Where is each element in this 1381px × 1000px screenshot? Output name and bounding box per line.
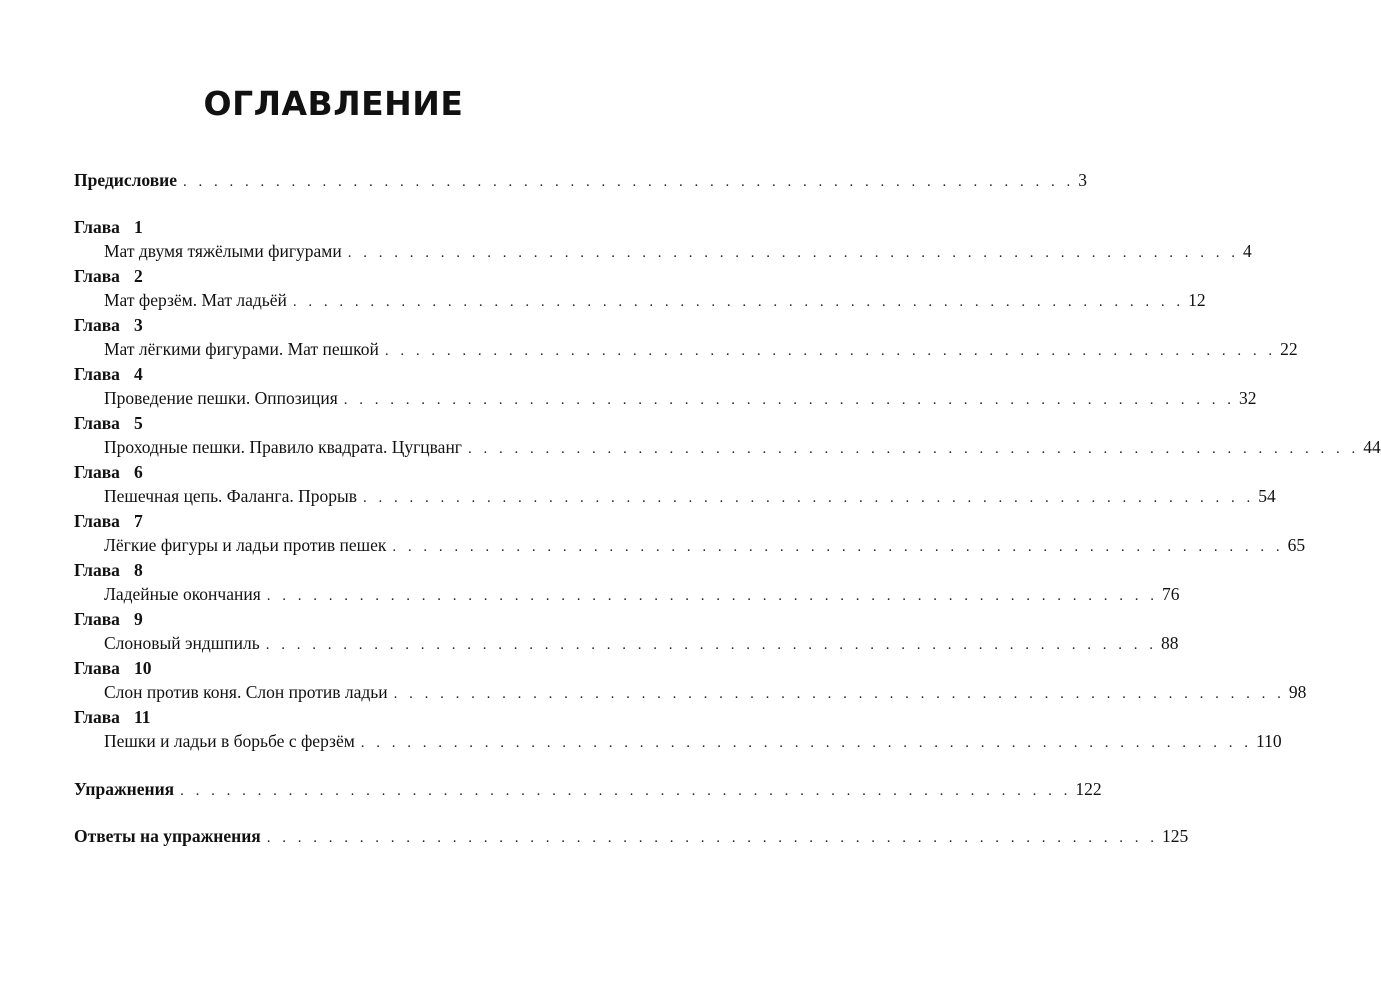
- toc-page-number: 98: [1288, 682, 1307, 702]
- chapter-word: Глава: [74, 412, 120, 433]
- chapter-heading: [74, 411, 586, 436]
- chapter-heading: [74, 460, 586, 485]
- toc-entry-label: Упражнения: [74, 778, 175, 799]
- leader-dots: . . . . . . . . . . . . . . . . . . . . . . . . . . . . . . . . . . . . . . . . . . . . . . . . . . . . . . . . . .: [266, 830, 1159, 846]
- toc-page-number: 44: [1363, 437, 1381, 457]
- leader-dots: . . . . . . . . . . . . . . . . . . . . . . . . . . . . . . . . . . . . . . . . . . . . . . . . . . . . . . . . . .: [265, 637, 1157, 653]
- toc-entry-answers[interactable]: [74, 824, 1189, 849]
- chapter-heading: [74, 656, 586, 681]
- chapter-word: Глава: [74, 314, 120, 335]
- toc-page-number: 22: [1280, 339, 1298, 359]
- chapter-number: 6: [133, 461, 143, 482]
- chapter-word: Глава: [74, 265, 120, 286]
- toc-page-number: 32: [1239, 388, 1257, 408]
- page-title: ОГЛАВЛЕНИЕ: [203, 84, 464, 123]
- toc-page-number: 3: [1078, 170, 1088, 190]
- chapter-title: Ладейные окончания: [104, 584, 261, 604]
- chapter-word: Глава: [74, 608, 120, 629]
- chapter-number: 9: [133, 608, 143, 629]
- toc-page-number: 122: [1075, 778, 1102, 799]
- chapter-number: 1: [133, 216, 143, 237]
- chapter-heading: [74, 215, 586, 240]
- toc-entry-chapter[interactable]: [74, 239, 1252, 264]
- toc-page-number: 125: [1162, 826, 1189, 846]
- chapter-number: 4: [133, 363, 143, 384]
- chapter-number: 5: [133, 412, 143, 433]
- chapter-heading: [74, 313, 586, 338]
- chapter-title: Проведение пешки. Оппозиция: [104, 388, 338, 408]
- chapter-number: 3: [133, 314, 143, 335]
- toc-page-number: 65: [1287, 535, 1306, 555]
- leader-dots: . . . . . . . . . . . . . . . . . . . . . . . . . . . . . . . . . . . . . . . . . . . . . . . . . . . . . . . . . .: [363, 490, 1255, 506]
- leader-dots: . . . . . . . . . . . . . . . . . . . . . . . . . . . . . . . . . . . . . . . . . . . . . . . . . . . . . . . . . .: [392, 539, 1284, 555]
- chapter-word: Глава: [74, 363, 120, 384]
- toc-page-number: 54: [1258, 486, 1276, 506]
- toc-entry-chapter[interactable]: [74, 337, 1298, 362]
- chapter-title: Лёгкие фигуры и ладьи против пешек: [104, 535, 387, 555]
- leader-dots: . . . . . . . . . . . . . . . . . . . . . . . . . . . . . . . . . . . . . . . . . . . . . . . . . . . . . . . . . .: [384, 343, 1277, 359]
- chapter-number: 11: [133, 706, 151, 727]
- chapter-number: 8: [133, 559, 143, 580]
- toc-entry-chapter[interactable]: [74, 729, 1282, 754]
- leader-dots: . . . . . . . . . . . . . . . . . . . . . . . . . . . . . . . . . . . . . . . . . . . . . . . . . . . . . . . . . .: [393, 686, 1285, 702]
- chapter-heading: [74, 264, 586, 289]
- leader-dots: . . . . . . . . . . . . . . . . . . . . . . . . . . . . . . . . . . . . . . . . . . . . . . . . . . . . . . . . . .: [343, 392, 1236, 408]
- chapter-number: 2: [133, 265, 143, 286]
- toc-entry-chapter[interactable]: [74, 680, 1307, 705]
- toc-page-number: 4: [1242, 241, 1252, 261]
- chapter-title: Мат двумя тяжёлыми фигурами: [104, 241, 342, 261]
- table-of-contents: [74, 168, 1381, 849]
- leader-dots: . . . . . . . . . . . . . . . . . . . . . . . . . . . . . . . . . . . . . . . . . . . . . . . . . . . . . . . . . .: [360, 735, 1253, 751]
- chapter-number: 10: [133, 657, 152, 678]
- chapter-title: Пешки и ладьи в борьбе с ферзём: [104, 731, 355, 751]
- toc-entry-label: Предисловие: [74, 170, 178, 190]
- toc-page-number: 88: [1160, 633, 1179, 653]
- chapter-heading: [74, 607, 586, 632]
- toc-entry-chapter[interactable]: [74, 533, 1306, 558]
- leader-dots: . . . . . . . . . . . . . . . . . . . . . . . . . . . . . . . . . . . . . . . . . . . . . . . . . . . . . . . . . .: [180, 782, 1072, 799]
- chapter-number: 7: [133, 510, 143, 531]
- leader-dots: . . . . . . . . . . . . . . . . . . . . . . . . . . . . . . . . . . . . . . . . . . . . . . . . . . . . . . . . . .: [183, 174, 1075, 190]
- chapter-title: Мат лёгкими фигурами. Мат пешкой: [104, 339, 379, 359]
- chapter-heading: [74, 362, 586, 387]
- toc-entry-chapter[interactable]: [74, 435, 1381, 460]
- chapter-title: Пешечная цепь. Фаланга. Прорыв: [104, 486, 358, 506]
- chapter-word: Глава: [74, 706, 120, 727]
- chapter-heading: [74, 509, 586, 534]
- chapter-word: Глава: [74, 461, 120, 482]
- toc-entry-chapter[interactable]: [74, 484, 1276, 509]
- toc-entry-chapter[interactable]: [74, 582, 1180, 607]
- leader-dots: . . . . . . . . . . . . . . . . . . . . . . . . . . . . . . . . . . . . . . . . . . . . . . . . . . . . . . . . . .: [468, 441, 1360, 457]
- chapter-word: Глава: [74, 216, 120, 237]
- toc-page-number: 76: [1162, 584, 1180, 604]
- chapter-list: [74, 215, 1381, 754]
- toc-entry-chapter[interactable]: [74, 288, 1206, 313]
- leader-dots: . . . . . . . . . . . . . . . . . . . . . . . . . . . . . . . . . . . . . . . . . . . . . . . . . . . . . . . . . .: [347, 245, 1239, 261]
- toc-page-number: 110: [1256, 731, 1282, 751]
- toc-entry-preface[interactable]: [74, 168, 1088, 193]
- chapter-heading: [74, 705, 586, 730]
- toc-entry-exercises[interactable]: [74, 777, 1102, 802]
- leader-dots: . . . . . . . . . . . . . . . . . . . . . . . . . . . . . . . . . . . . . . . . . . . . . . . . . . . . . . . . . .: [292, 294, 1185, 310]
- toc-page-number: 12: [1188, 290, 1206, 310]
- chapter-word: Глава: [74, 510, 120, 531]
- toc-entry-chapter[interactable]: [74, 386, 1257, 411]
- toc-entry-chapter[interactable]: [74, 631, 1179, 656]
- toc-entry-label: Ответы на упражнения: [74, 826, 261, 846]
- chapter-word: Глава: [74, 657, 120, 678]
- leader-dots: . . . . . . . . . . . . . . . . . . . . . . . . . . . . . . . . . . . . . . . . . . . . . . . . . . . . . . . . . .: [266, 588, 1159, 604]
- chapter-title: Слон против коня. Слон против ладьи: [104, 682, 388, 702]
- chapter-title: Слоновый эндшпиль: [104, 633, 260, 653]
- chapter-word: Глава: [74, 559, 120, 580]
- chapter-heading: [74, 558, 586, 583]
- chapter-title: Проходные пешки. Правило квадрата. Цугцванг: [104, 437, 462, 457]
- chapter-title: Мат ферзём. Мат ладьёй: [104, 290, 287, 310]
